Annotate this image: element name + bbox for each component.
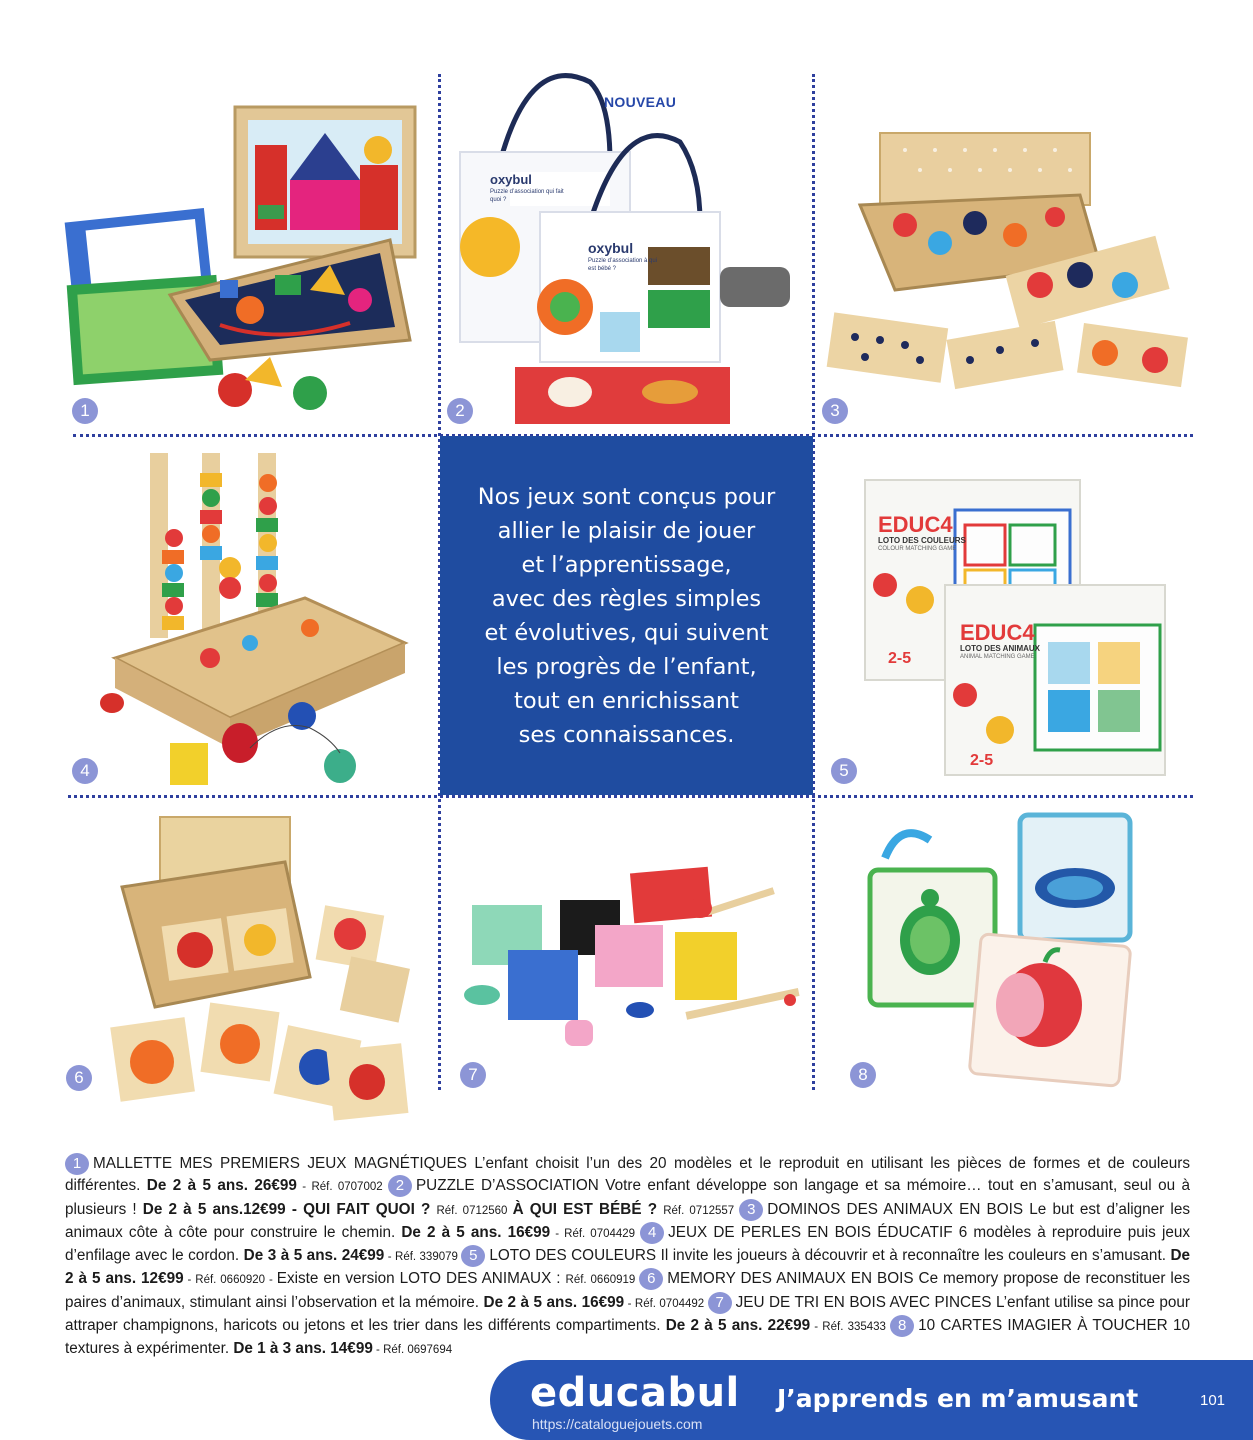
educ4-box-1-title: LOTO DES COULEURS (878, 536, 966, 545)
page-number: 101 (1200, 1392, 1226, 1409)
product-ref-5: - Réf. 0660920 - (183, 1274, 277, 1287)
desc-badge-4: 4 (640, 1222, 664, 1244)
product-ref-3: - Réf. 0704429 (550, 1227, 641, 1240)
product-ref-4: - Réf. 339079 (384, 1251, 462, 1264)
product-desc-8: 10 textures à expérimenter. (65, 1317, 1190, 1358)
desc-badge-7: 7 (708, 1292, 732, 1314)
brand-tagline: J’apprends en m’amusant (777, 1384, 1139, 1413)
info-line: tout en enrichissant (514, 687, 739, 714)
product-price-2: De 2 à 5 ans.12€99 (142, 1200, 286, 1218)
desc-badge-2: 2 (388, 1175, 412, 1197)
desc-badge-6: 6 (639, 1268, 663, 1290)
product-price-7: De 2 à 5 ans. 22€99 (665, 1317, 811, 1335)
oxybul-box-2-title: Puzzle d’association à qui est bébé ? (588, 258, 658, 272)
product-image-loto-couleurs (860, 470, 1170, 785)
product-name-4: JEUX DE PERLES EN BOIS ÉDUCATIF (668, 1223, 953, 1241)
product-name-7: JEU DE TRI EN BOIS AVEC PINCES (735, 1293, 992, 1311)
info-line: avec des règles simples (491, 585, 762, 612)
product-badge-6: 6 (66, 1065, 92, 1091)
product-variant-2a: - QUI FAIT QUOI ? (285, 1200, 437, 1218)
product-ref-8: - Réf. 0697694 (372, 1344, 453, 1357)
product-price-1: De 2 à 5 ans. 26€99 (146, 1177, 297, 1195)
product-variant-2b: À QUI EST BÉBÉ ? (512, 1200, 664, 1218)
product-extra-5: Existe en version LOTO DES ANIMAUX : (276, 1270, 566, 1288)
product-badge-2: 2 (447, 398, 473, 424)
product-price-3: De 2 à 5 ans. 16€99 (401, 1223, 551, 1241)
product-price-8: De 1 à 3 ans. 14€99 (233, 1340, 373, 1358)
educ4-box-2-age: 2-5 (970, 752, 994, 769)
product-ref-7: - Réf. 335433 (810, 1321, 891, 1334)
info-line: et évolutives, qui suivent (484, 619, 769, 646)
product-image-wooden-beads (90, 448, 420, 793)
product-ref-6: - Réf. 0704492 (624, 1297, 708, 1310)
product-name-8: 10 CARTES IMAGIER À TOUCHER (918, 1317, 1168, 1335)
info-line: les progrès de l’enfant, (496, 653, 757, 680)
product-image-sorting-game (460, 860, 805, 1060)
oxybul-box-1-title: Puzzle d’association qui fait quoi ? (490, 189, 564, 203)
product-name-2: PUZZLE D’ASSOCIATION (415, 1177, 599, 1195)
product-image-magnetic-case (60, 95, 430, 415)
product-badge-5: 5 (831, 758, 857, 784)
product-badge-4: 4 (72, 758, 98, 784)
product-image-wooden-memory (100, 812, 420, 1122)
product-ref-2b: Réf. 0712557 (663, 1204, 740, 1217)
educ4-box-2-logo: EDUC4 (960, 620, 1035, 645)
product-desc-2: Votre enfant développe son langage et sa mémoire… tout en s’amusant, seul ou à plusieurs ! (65, 1177, 1190, 1218)
product-name-6: MEMORY DES ANIMAUX EN BOIS (667, 1270, 914, 1288)
info-panel-text (478, 480, 775, 752)
product-ref-5b: Réf. 0660919 (565, 1274, 640, 1287)
product-price-4: De 3 à 5 ans. 24€99 (243, 1247, 385, 1265)
educ4-box-1-logo: EDUC4 (878, 512, 953, 537)
educ4-box-1-age: 2-5 (888, 650, 912, 667)
desc-badge-8: 8 (890, 1315, 914, 1337)
info-line: allier le plaisir de jouer (497, 517, 756, 544)
oxybul-box-1-logo: oxybul (490, 172, 532, 187)
product-name-5: LOTO DES COULEURS (489, 1247, 657, 1265)
desc-badge-5: 5 (461, 1245, 485, 1267)
grid-divider-horizontal-bottom (68, 795, 1193, 798)
product-desc-1: L’enfant choisit l’un des 20 modèles et le reproduit en utilisant les pièces de formes et de couleurs différentes. (65, 1155, 1190, 1195)
product-image-texture-cards (860, 810, 1190, 1090)
educ4-box-2-title: LOTO DES ANIMAUX (960, 644, 1041, 653)
brand-logo: educabul (530, 1370, 740, 1416)
oxybul-box-2-logo: oxybul (588, 240, 634, 256)
product-name-3: DOMINOS DES ANIMAUX EN BOIS (767, 1200, 1024, 1218)
info-panel (440, 436, 813, 795)
product-desc-3: Le but est d’aligner les animaux côte à côte pour construire le chemin. (65, 1200, 1190, 1241)
product-ref-2a: Réf. 0712560 (436, 1204, 513, 1217)
desc-badge-1: 1 (65, 1153, 89, 1175)
source-url[interactable]: https://cataloguejouets.com (532, 1416, 703, 1432)
info-line: et l’apprentissage, (521, 551, 732, 578)
new-label: NOUVEAU (604, 94, 677, 110)
product-desc-7: L’enfant utilise sa pince pour attraper champignons, haricots ou jetons et les trier dans les différents compartiments. (65, 1293, 1190, 1335)
info-line: Nos jeux sont conçus pour (477, 483, 776, 510)
educ4-box-1-subtitle: COLOUR MATCHING GAME (878, 546, 957, 552)
product-desc-6: Ce memory propose de reconstituer les paires d’animaux, stimulant ainsi l’observation et la mémoire. (65, 1270, 1190, 1311)
product-image-wooden-dominoes (825, 125, 1190, 405)
product-ref-1: - Réf. 0707002 (296, 1181, 388, 1194)
product-desc-4: 6 modèles à reproduire puis jeux d’enfilage avec le cordon. (65, 1223, 1191, 1265)
product-badge-7: 7 (460, 1062, 486, 1088)
product-price-6: De 2 à 5 ans. 16€99 (483, 1293, 625, 1311)
product-price-5: De 2 à 5 ans. 12€99 (65, 1247, 1190, 1288)
product-badge-1: 1 (72, 398, 98, 424)
product-name-1: MALLETTE MES PREMIERS JEUX MAGNÉTIQUES (93, 1155, 467, 1172)
info-line: ses connaissances. (518, 721, 735, 748)
product-badge-3: 3 (822, 398, 848, 424)
educ4-box-2-subtitle: ANIMAL MATCHING GAME (960, 654, 1035, 660)
product-descriptions (65, 1153, 1190, 1362)
product-badge-8: 8 (850, 1062, 876, 1088)
product-desc-5: Il invite les joueurs à découvrir et à reconnaître les couleurs en s’amusant. (656, 1247, 1171, 1265)
desc-badge-3: 3 (739, 1199, 763, 1221)
